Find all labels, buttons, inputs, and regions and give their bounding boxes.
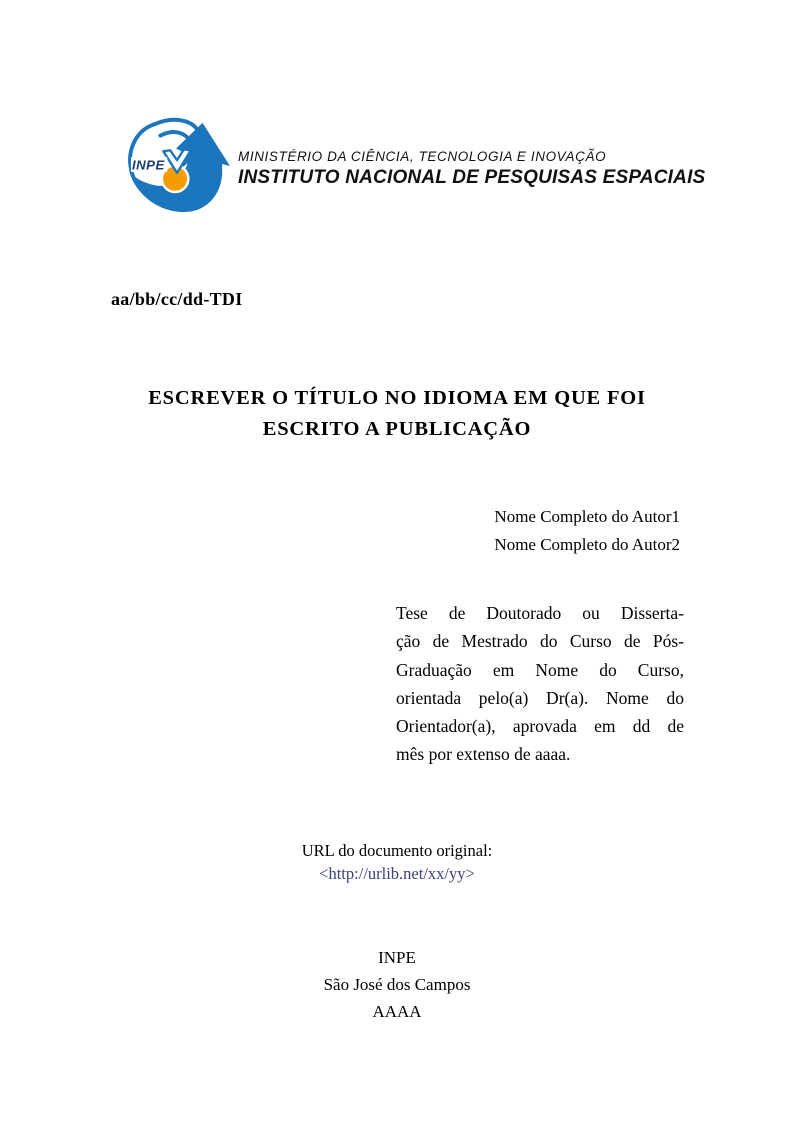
logo-wordmark: INPE [131, 157, 165, 173]
thesis-note-line: ção de Mestrado do Curso de Pós- [396, 631, 684, 652]
thesis-note [396, 599, 684, 769]
thesis-note-line: orientada pelo(a) Dr(a). Nome do [396, 687, 684, 708]
author-name: Nome Completo do Autor2 [494, 534, 680, 554]
thesis-note-line: Orientador(a), aprovada em dd de [396, 716, 684, 737]
ministry-name: MINISTÉRIO DA CIÊNCIA, TECNOLOGIA E INOVAÇÃO [238, 149, 607, 164]
url-block [0, 839, 794, 885]
publisher-city: São José dos Campos [323, 975, 471, 994]
publisher-name: INPE [378, 948, 416, 967]
publication-year: AAAA [372, 1002, 422, 1021]
institutional-header [126, 117, 705, 217]
authors-block [494, 503, 680, 558]
document-url-link[interactable]: <http://urlib.net/xx/yy> [319, 864, 475, 883]
imprint-block [0, 944, 794, 1025]
report-code: aa/bb/cc/dd-TDI [111, 289, 243, 309]
institute-name: INSTITUTO NACIONAL DE PESQUISAS ESPACIAIS [238, 167, 706, 188]
thesis-note-line: Graduação em Nome do Curso, [396, 659, 684, 680]
thesis-note-line: Tese de Doutorado ou Disserta- [396, 603, 684, 623]
thesis-note-line: mês por extenso de aaaa. [396, 744, 571, 765]
inpe-logo-icon [126, 117, 234, 217]
page-title: ESCREVER O TÍTULO NO IDIOMA EM QUE FOI ESCRITO A PUBLICAÇÃO [148, 387, 646, 440]
author-name: Nome Completo do Autor1 [494, 507, 680, 526]
url-label: URL do documento original: [301, 841, 493, 860]
header-text [238, 149, 705, 189]
